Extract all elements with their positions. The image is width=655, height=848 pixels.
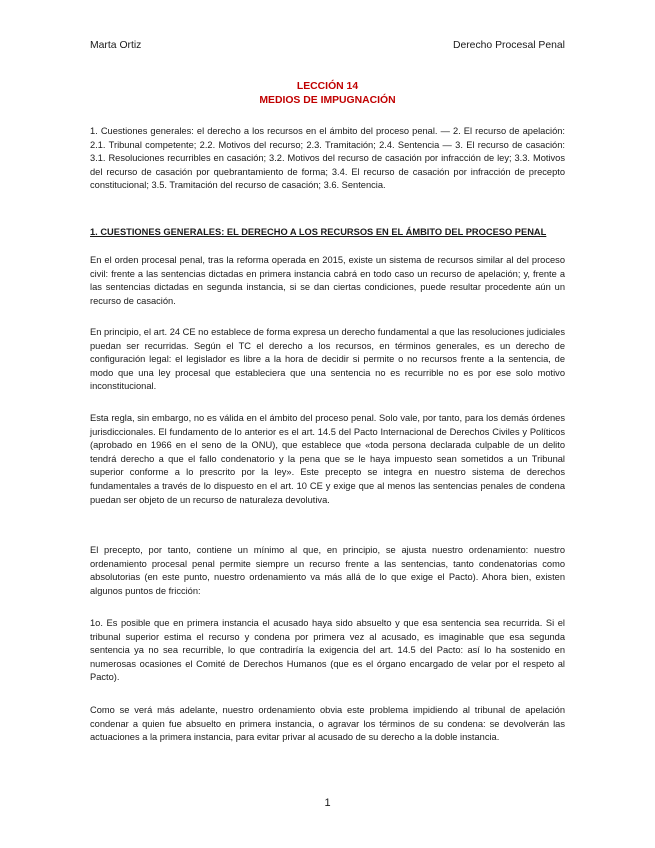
header-course: Derecho Procesal Penal xyxy=(452,40,565,51)
page-number: 1 xyxy=(324,797,331,809)
header-author: Marta Ortiz xyxy=(90,40,142,51)
paragraph: Esta regla, sin embargo, no es válida en el ámbito del proceso penal. Solo vale, por tanto, para los demás órdenes jurisdiccionales. El fundamento de lo anterior es el art. 14.5 del Pacto Internacional de Derechos Civiles y Políticos (aprobado en 1966 en el seno de la ONU), que establece que «toda persona declarada culpable de un delito tendrá derecho a que el fallo condenatorio y la pena que se le haya impuesto sean sometidos a un Tribunal superior conforme a lo prescrito por la ley». Este precepto se integra en nuestro sistema de derechos fundamentales a través de lo dispuesto en el art. 10 CE y exige que al menos las sentencias penales de condena puedan ser objeto de un recurso de naturaleza devolutiva. xyxy=(90,413,565,505)
title-block xyxy=(0,80,655,108)
lesson-title: LECCIÓN 14 xyxy=(296,81,359,92)
paragraph: 1o. Es posible que en primera instancia el acusado haya sido absuelto y que esa sentencia sea recurrida. Si el tribunal superior estima el recurso y condena por primera vez al acusado, es imaginable que esa segunda sentencia ya no sea recurrible, lo que contradiría la exigencia del art. 14.5 del Pacto: así lo ha sostenido en numerosas ocasiones el Comité de Derechos Humanos (que es el órgano encargado de velar por el respeto al Pacto). xyxy=(90,618,565,683)
paragraph: Como se verá más adelante, nuestro ordenamiento obvia este problema impidiendo al tribunal de apelación condenar a quien fue absuelto en primera instancia, o agravar los términos de su condena: se devolverán las actuaciones a la primera instancia, para evitar privar al acusado de su derecho a la doble instancia. xyxy=(90,705,565,743)
summary-paragraph: 1. Cuestiones generales: el derecho a los recursos en el ámbito del proceso penal. — 2. El recurso de apelación: 2.1. Tribunal competente; 2.2. Motivos del recurso; 2.3. Tramitación; 2.4. Sentencia — 3. El recurso de casación: 3.1. Resoluciones recurribles en casación; 3.2. Motivos del recurso de casación por infracción de ley; 3.3. Motivos del recurso de casación por quebrantamiento de forma; 3.4. El recurso de casación por infracción de precepto constitucional; 3.5. Tramitación del recurso de casación; 3.6. Sentencia. xyxy=(90,126,565,191)
paragraph: El precepto, por tanto, contiene un mínimo al que, en principio, se ajusta nuestro ordenamiento: nuestro ordenamiento procesal penal permite siempre un recurso frente a las sentencias, tanto condenatorias como absolutorias (en este punto, nuestro ordenamiento va más allá de lo que exige el Pacto). Ahora bien, existen algunos puntos de fricción: xyxy=(90,545,565,596)
paragraph: En el orden procesal penal, tras la reforma operada en 2015, existe un sistema de recursos similar al del proceso civil: frente a las sentencias dictadas en primera instancia cabrá en todo caso un recurso de apelación; y, frente a las sentencias dictadas en segunda instancia, si se dan ciertas condiciones, puede resultar procedente aún un recurso de casación. xyxy=(90,255,565,306)
section-heading: 1. CUESTIONES GENERALES: EL DERECHO A LOS RECURSOS EN EL ÁMBITO DEL PROCESO PENAL xyxy=(90,227,547,237)
paragraph: En principio, el art. 24 CE no establece de forma expresa un derecho fundamental a que las resoluciones judiciales puedan ser recurridas. Según el TC el derecho a los recursos, en términos generales, es un derecho de configuración legal: el legislador es libre a la hora de decidir si permite o no recursos frente a la sentencia, de modo que una ley procesal que estableciera que una sentencia no es recurrible no es por ese solo motivo inconstitucional. xyxy=(90,327,565,392)
lesson-subject: MEDIOS DE IMPUGNACIÓN xyxy=(259,95,396,106)
